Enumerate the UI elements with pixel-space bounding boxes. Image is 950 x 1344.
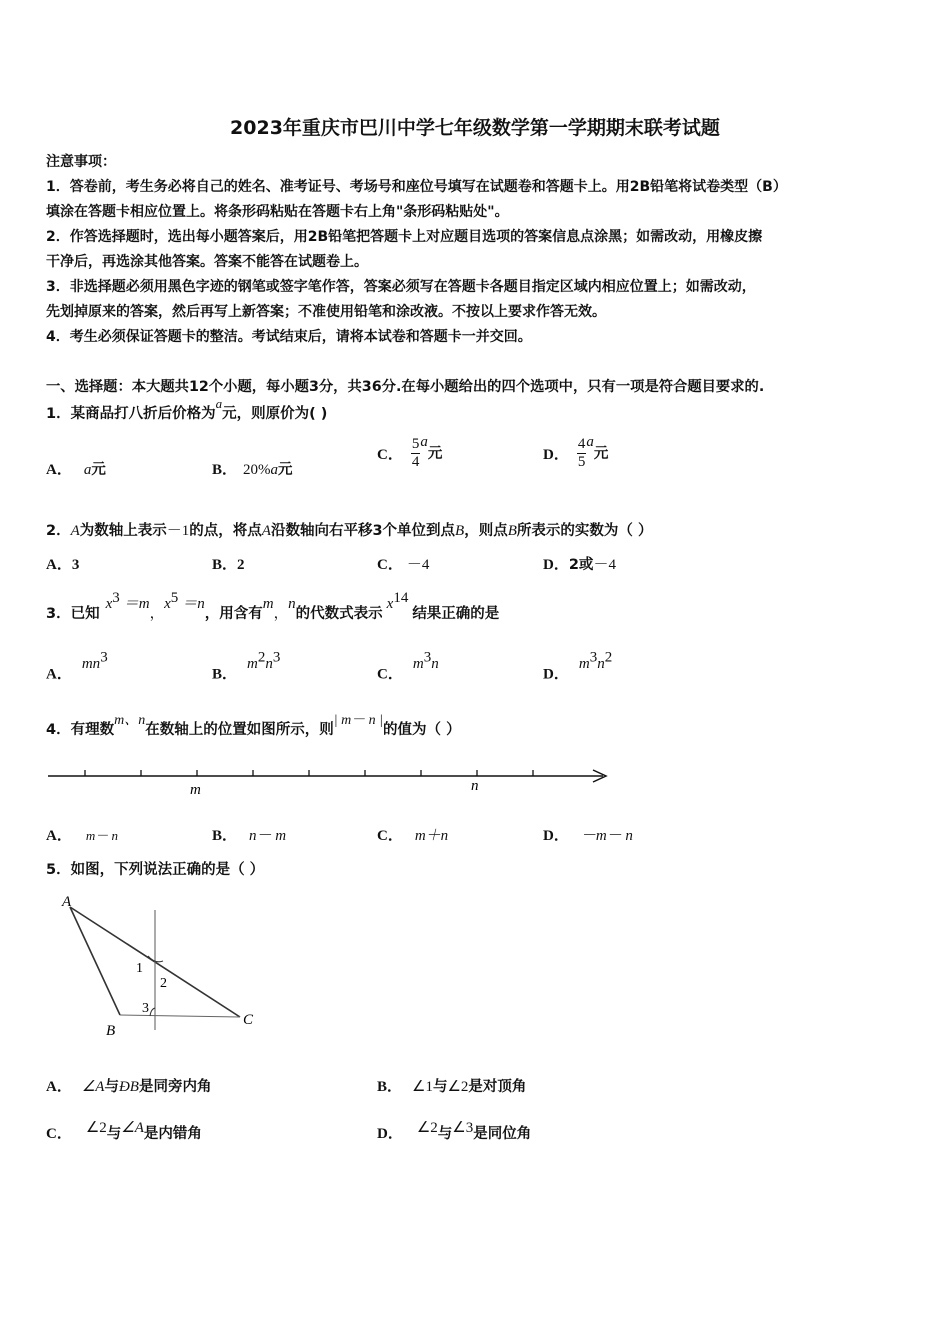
q1-text: 1．某商品打八折后价格为 <box>46 405 216 422</box>
triangle-figure <box>50 890 270 1040</box>
page-title: 2023年重庆市巴川中学七年级数学第一学期期末联考试题 <box>230 117 720 139</box>
number-line-ticks <box>85 770 533 776</box>
q3-option-b[interactable]: B．$m^2n^3$ <box>212 650 281 683</box>
notes-line: 干净后，再选涂其他答案。答案不能答在试题卷上。 <box>46 254 368 270</box>
vertex-c-label: C <box>243 1012 254 1028</box>
point-n-label: n <box>471 778 479 794</box>
number-line-figure <box>40 762 620 802</box>
question-1 <box>46 396 328 423</box>
q5-option-c[interactable]: C． ∠2与∠A是内错角 <box>46 1120 202 1142</box>
angle-2-label: 2 <box>160 976 167 991</box>
angle-1-label: 1 <box>136 961 143 976</box>
q1-text-post: 元，则原价为( ) <box>222 405 328 422</box>
side-bc <box>120 1015 240 1017</box>
q4-option-c[interactable]: C． m＋n <box>377 828 449 844</box>
question-2: 2．A为数轴上表示－1的点，将点A沿数轴向右平移3个单位到点B，则点B所表示的实数为（ ） <box>46 523 653 539</box>
vertex-b-label: B <box>106 1023 116 1039</box>
q1-option-d[interactable]: D． $\frac{4}{5}$ a元 <box>543 434 609 470</box>
notes-line: 先划掉原来的答案，然后再写上新答案；不准使用铅笔和涂改液。不按以上要求作答无效。 <box>46 304 606 320</box>
q4-option-d[interactable]: D． －m－ n <box>543 828 633 844</box>
notes-line: 3．非选择题必须用黑色字迹的钢笔或签字笔作答，答案必须写在答题卡各题目指定区域内相应位置上；如需改动， <box>46 279 756 295</box>
notes-line: 4．考生必须保证答题卡的整洁。考试结束后，请将本试卷和答题卡一并交回。 <box>46 329 532 345</box>
q2-option-d[interactable]: D．2或－4 <box>543 557 616 573</box>
q4-option-b[interactable]: B． n－ m <box>212 828 287 844</box>
angle-3-label: 3 <box>142 1001 149 1016</box>
notes-line: 2．作答选择题时，选出每小题答案后，用2B铅笔把答题卡上对应题目选项的答案信息点涂黑；如需改动，用橡皮擦 <box>46 229 763 245</box>
q1-option-b[interactable]: B． 20%a元 <box>212 462 293 478</box>
q3-option-a[interactable]: A．$mn^3$ <box>46 650 108 683</box>
q5-option-b[interactable]: B． ∠1与∠2是对顶角 <box>377 1079 527 1095</box>
q5-option-d[interactable]: D． ∠2与∠3是同位角 <box>377 1120 532 1142</box>
q1-option-a[interactable]: A． a元 <box>46 462 106 478</box>
q2-option-b[interactable]: B．2 <box>212 557 245 573</box>
section-heading: 一、选择题：本大题共12个小题，每小题3分，共36分.在每小题给出的四个选项中，只有一项是符合题目要求的. <box>46 379 765 395</box>
q1-option-c[interactable]: C． $\frac{5}{4}$ a元 <box>377 434 443 470</box>
question-4: 4．有理数m、n在数轴上的位置如图所示，则| m－ n |的值为（ ） <box>46 713 461 738</box>
notes-line: 1．答卷前，考生务必将自己的姓名、准考证号、考场号和座位号填写在试题卷和答题卡上。用2B铅笔将试卷类型（B） <box>46 179 787 195</box>
q3-option-c[interactable]: C．$m^3n$ <box>377 650 439 683</box>
q2-option-c[interactable]: C． －4 <box>377 557 430 573</box>
q3-option-d[interactable]: D．$m^3n^2$ <box>543 650 613 683</box>
fraction: $\frac{5}{4}$ <box>411 436 420 470</box>
notes-heading: 注意事项： <box>46 154 116 170</box>
point-m-label: m <box>190 782 201 798</box>
notes-line: 填涂在答题卡相应位置上。将条形码粘贴在答题卡右上角"条形码粘贴处"。 <box>46 204 509 220</box>
q5-option-a[interactable]: A． ∠A与ÐB是同旁内角 <box>46 1079 212 1095</box>
question-5: 5．如图，下列说法正确的是（ ） <box>46 862 265 878</box>
fraction: $\frac{4}{5}$ <box>577 436 586 470</box>
q4-option-a[interactable]: A． m－ n <box>46 828 118 844</box>
question-3: 3．已知$x^3 =m$，$x^5 =n$，用含有m，n的代数式表示$x^{14}$结果正确的是 <box>46 590 500 622</box>
angle-3-arc <box>150 1008 155 1016</box>
q2-option-a[interactable]: A．3 <box>46 557 80 573</box>
vertex-a-label: A <box>62 894 72 910</box>
q1-var: a <box>215 396 223 411</box>
